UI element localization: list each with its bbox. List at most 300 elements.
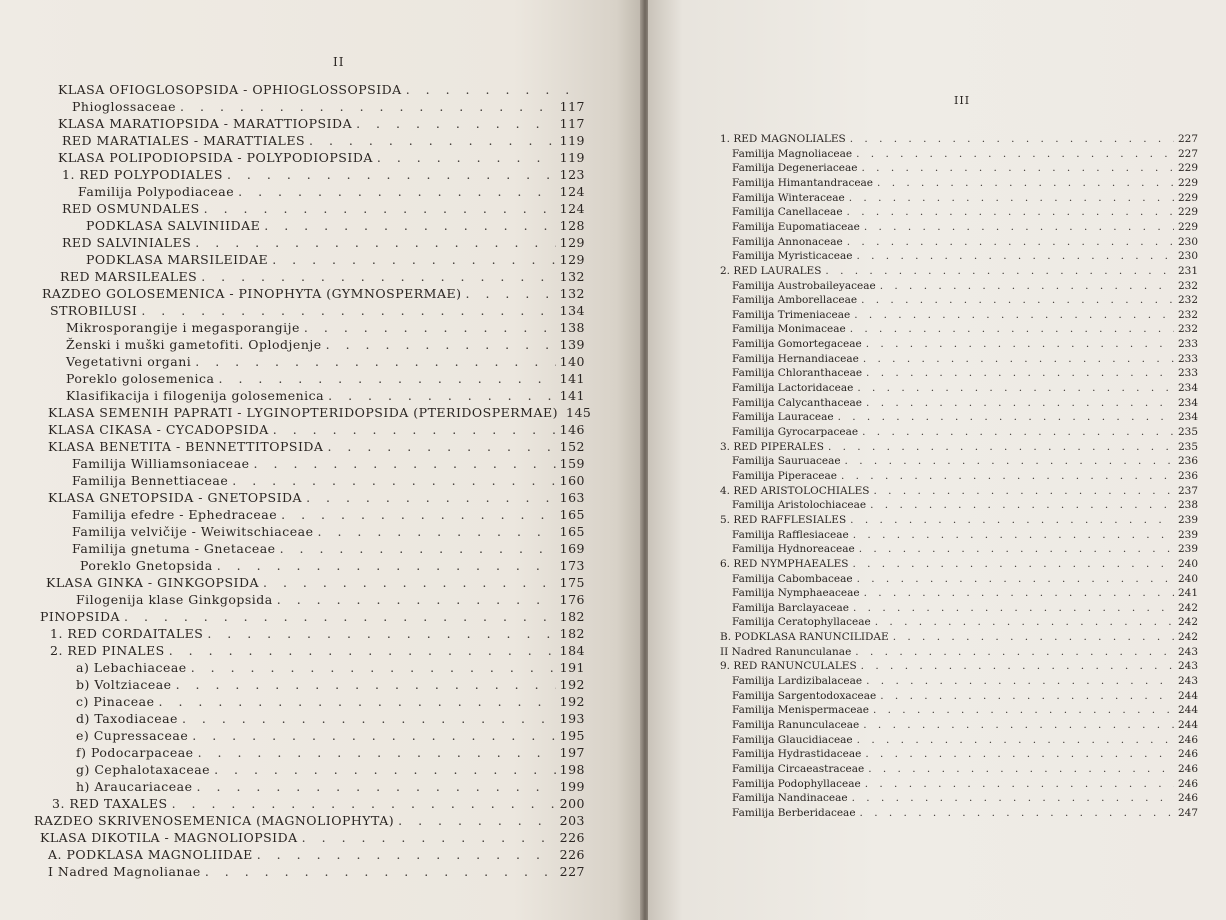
dot-leader: [866, 338, 1174, 350]
dot-leader: [205, 864, 556, 879]
toc-entry-title: Familija Nandinaceae: [732, 792, 848, 805]
toc-entry-page: 199: [559, 779, 585, 794]
dot-leader: [859, 543, 1174, 555]
toc-entry-page: 238: [1177, 499, 1198, 512]
toc-entry-page: 119: [559, 133, 585, 148]
toc-entry: [40, 830, 585, 845]
toc-entry: [72, 524, 585, 539]
toc-entry-title: 2. RED PINALES: [50, 643, 165, 658]
toc-entry-title: Familija Canellaceae: [732, 206, 843, 219]
toc-entry-title: Familija Piperaceae: [732, 469, 837, 482]
toc-entry-page: 173: [559, 558, 585, 573]
toc-entry-page: 232: [1177, 294, 1198, 307]
toc-entry-page: 140: [559, 354, 585, 369]
toc-entry-title: II Nadred Ranunculanae: [720, 645, 852, 658]
toc-entry-title: g) Cephalotaxaceae: [76, 762, 211, 777]
toc-entry: [732, 734, 1198, 746]
toc-entry-page: 234: [1177, 382, 1198, 395]
dot-leader: [873, 485, 1173, 497]
toc-entry-page: 231: [1177, 264, 1198, 277]
dot-leader: [227, 167, 556, 182]
toc-entry: [78, 184, 585, 199]
toc-entry-title: Familija gnetuma - Gnetaceae: [72, 541, 276, 556]
toc-entry-page: 244: [1177, 719, 1198, 731]
dot-leader: [257, 847, 556, 862]
dot-leader: [406, 82, 581, 97]
toc-entry: [76, 677, 585, 692]
toc-entry-page: 235: [1177, 426, 1198, 438]
toc-entry-page: 233: [1177, 352, 1198, 365]
toc-entry-page: 132: [559, 286, 585, 301]
toc-entry-title: e) Cupressaceae: [76, 728, 189, 743]
toc-entry-title: Familija Menispermaceae: [732, 704, 869, 717]
toc-entry-page: 195: [559, 728, 585, 743]
toc-entry: [732, 162, 1198, 174]
toc-entry-page: 232: [1177, 323, 1198, 336]
toc-entry-page: 246: [1177, 733, 1198, 746]
dot-leader: [197, 779, 556, 794]
dot-leader: [847, 206, 1174, 218]
dot-leader: [182, 711, 556, 726]
toc-entry-page: 146: [559, 422, 585, 437]
toc-entry: [732, 543, 1198, 555]
toc-entry-title: Familija Monimaceae: [732, 323, 846, 336]
toc-entry: [732, 192, 1198, 204]
dot-leader: [860, 807, 1174, 819]
toc-entry: [732, 236, 1198, 248]
toc-entry-title: Klasifikacija i filogenija golosemenica: [66, 388, 325, 403]
toc-entry-title: f) Podocarpaceae: [76, 745, 194, 760]
dot-leader: [828, 441, 1174, 453]
toc-entry: [732, 323, 1198, 335]
toc-entry-page: 242: [1177, 616, 1198, 629]
toc-entry-title: Familija Berberidaceae: [732, 806, 856, 819]
toc-entry-page: 197: [559, 745, 585, 760]
toc-entry: [732, 280, 1198, 292]
toc-entry: [732, 309, 1198, 321]
dot-leader: [254, 456, 556, 471]
toc-entry-page: 227: [1177, 133, 1198, 145]
toc-entry-page: 242: [1177, 631, 1198, 644]
toc-entry: [72, 541, 585, 556]
toc-entry: [732, 587, 1198, 599]
dot-leader: [195, 235, 555, 250]
dot-leader: [825, 265, 1174, 277]
toc-entry-page: 117: [559, 116, 585, 131]
toc-entry-page: 229: [1177, 176, 1198, 189]
toc-entry-page: 246: [1177, 762, 1198, 775]
toc-entry-title: Familija Nymphaeaceae: [732, 587, 860, 600]
toc-entry: [732, 367, 1198, 379]
toc-entry-title: KLASA POLIPODIOPSIDA - POLYPODIOPSIDA: [58, 150, 373, 165]
toc-entry-title: KLASA GINKA - GINKGOPSIDA: [46, 575, 260, 590]
toc-entry-page: 243: [1177, 675, 1198, 688]
toc-entry: [50, 643, 585, 658]
toc-entry: [732, 675, 1198, 687]
toc-entry: [76, 592, 585, 607]
dot-leader: [172, 796, 556, 811]
toc-entry-title: RAZDEO GOLOSEMENICA - PINOPHYTA (GYMNOSPERMAE): [42, 286, 462, 301]
toc-entry: [732, 470, 1198, 482]
toc-entry: [732, 807, 1198, 819]
toc-entry: [732, 690, 1198, 702]
toc-entry: [80, 558, 585, 573]
toc-entry-title: KLASA MARATIOPSIDA - MARATTIOPSIDA: [58, 116, 353, 131]
toc-entry: [732, 616, 1198, 628]
toc-entry: [48, 405, 592, 420]
dot-leader: [863, 353, 1174, 365]
toc-entry-title: RED MARATIALES - MARATTIALES: [62, 133, 306, 148]
toc-entry-page: 200: [559, 796, 585, 811]
toc-entry-title: Familija Bennettiaceae: [72, 473, 229, 488]
toc-entry-page: 176: [559, 592, 585, 607]
toc-entry: [58, 82, 585, 97]
dot-leader: [841, 470, 1174, 482]
toc-entry-page: 145: [566, 405, 592, 420]
toc-entry-page: 139: [559, 337, 585, 352]
toc-entry: [66, 320, 585, 335]
toc-entry-page: 233: [1177, 367, 1198, 380]
dot-leader: [192, 728, 555, 743]
dot-leader: [861, 162, 1173, 174]
toc-entry: [732, 529, 1198, 541]
toc-entry: [732, 148, 1198, 160]
toc-entry: [60, 269, 585, 284]
dot-leader: [281, 507, 555, 522]
toc-entry-title: Familija Hernandiaceae: [732, 352, 859, 365]
toc-entry-page: 203: [559, 813, 585, 828]
toc-entry-page: 193: [559, 711, 585, 726]
toc-entry-page: 119: [559, 150, 585, 165]
dot-leader: [309, 133, 556, 148]
dot-leader: [318, 524, 556, 539]
dot-leader: [124, 609, 556, 624]
toc-entry-title: Familija Calycanthaceae: [732, 396, 863, 409]
toc-entry-title: Familija Lauraceae: [732, 411, 834, 424]
toc-entry-title: 3. RED PIPERALES: [720, 440, 824, 453]
toc-entry-page: 247: [1177, 806, 1198, 819]
toc-entry: [732, 748, 1198, 760]
toc-entry-title: 5. RED RAFFLESIALES: [720, 513, 847, 526]
toc-entry: [720, 441, 1198, 453]
toc-entry-title: h) Araucariaceae: [76, 779, 193, 794]
toc-entry-title: Vegetativni organi: [66, 354, 192, 369]
dot-leader: [877, 177, 1174, 189]
toc-entry: [48, 864, 585, 879]
toc-entry-title: 1. RED MAGNOLIALES: [720, 133, 846, 145]
dot-leader: [857, 734, 1174, 746]
toc-entry: [732, 719, 1198, 731]
toc-entry-page: 141: [559, 371, 585, 386]
dot-leader: [326, 337, 556, 352]
toc-entry-page: 192: [559, 694, 585, 709]
dot-leader: [204, 201, 556, 216]
toc-entry: [732, 704, 1198, 716]
toc-entry-title: STROBILUSI: [50, 303, 138, 318]
toc-entry: [720, 631, 1198, 643]
toc-entry-page: 246: [1177, 792, 1198, 805]
toc-entry-title: Familija Magnoliaceae: [732, 147, 853, 160]
toc-entry: [62, 133, 585, 148]
toc-entry-title: 1. RED POLYPODIALES: [62, 167, 223, 182]
dot-leader: [280, 541, 556, 556]
toc-entry-page: 244: [1177, 689, 1198, 702]
toc-entry: [46, 575, 585, 590]
toc-entry-title: Filogenija klase Ginkgopsida: [76, 592, 273, 607]
toc-entry: [58, 150, 585, 165]
toc-entry-title: KLASA CIKASA - CYCADOPSIDA: [48, 422, 269, 437]
dot-leader: [864, 587, 1174, 599]
dot-leader: [855, 646, 1174, 658]
toc-entry: [76, 762, 585, 777]
toc-entry-page: 128: [559, 218, 585, 233]
toc-entry-page: 165: [559, 524, 585, 539]
toc-entry: [34, 813, 585, 828]
toc-entry-page: 134: [559, 303, 585, 318]
toc-entry: [732, 353, 1198, 365]
right-page: [648, 0, 1226, 920]
dot-leader: [852, 558, 1174, 570]
toc-entry-title: 9. RED RANUNCULALES: [720, 660, 857, 673]
toc-entry-page: 123: [559, 167, 585, 182]
toc-entry-title: Familija Amborellaceae: [732, 294, 858, 307]
toc-entry: [72, 99, 585, 114]
page-number: II: [333, 55, 345, 69]
toc-entry-page: 234: [1177, 396, 1198, 409]
toc-entry-page: 229: [1177, 220, 1198, 233]
toc-entry-title: I Nadred Magnolianae: [48, 864, 201, 879]
toc-entry: [62, 167, 585, 182]
dot-leader: [849, 192, 1174, 204]
dot-leader: [861, 660, 1174, 672]
dot-leader: [306, 490, 556, 505]
toc-entry-title: Familija Williamsoniaceae: [72, 456, 250, 471]
dot-leader: [856, 250, 1174, 262]
toc-entry-title: Familija Trimeniaceae: [732, 308, 851, 321]
toc-entry-page: 141: [559, 388, 585, 403]
dot-leader: [847, 236, 1174, 248]
toc-entry: [720, 660, 1198, 672]
toc-entry-title: KLASA SEMENIH PAPRATI - LYGINOPTERIDOPSIDA (PTERIDOSPERMAE): [48, 405, 558, 420]
toc-entry: [66, 388, 585, 403]
dot-leader: [214, 762, 556, 777]
toc-entry: [66, 371, 585, 386]
toc-entry: [732, 221, 1198, 233]
dot-leader: [398, 813, 556, 828]
toc-entry-title: Familija Podophyllaceae: [732, 777, 861, 790]
toc-entry: [48, 422, 585, 437]
dot-leader: [864, 221, 1174, 233]
dot-leader: [217, 558, 556, 573]
toc-entry-title: Familija Himantandraceae: [732, 176, 874, 189]
toc-entry-page: 169: [559, 541, 585, 556]
toc-entry-title: Familija Rafflesiaceae: [732, 528, 849, 541]
dot-leader: [865, 778, 1174, 790]
dot-leader: [272, 252, 555, 267]
toc-entry-page: 227: [559, 864, 585, 879]
toc-entry-title: 6. RED NYMPHAEALES: [720, 557, 849, 570]
toc-entry-title: KLASA BENETITA - BENNETTITOPSIDA: [48, 439, 324, 454]
toc-entry-title: Familija Winteraceae: [732, 191, 845, 204]
toc-entry: [66, 337, 585, 352]
dot-leader: [263, 575, 556, 590]
toc-entry: [732, 397, 1198, 409]
toc-entry-page: 138: [559, 320, 585, 335]
dot-leader: [273, 422, 556, 437]
dot-leader: [856, 148, 1174, 160]
toc-entry-title: 3. RED TAXALES: [52, 796, 168, 811]
toc-entry-page: 124: [559, 184, 585, 199]
toc-entry-page: 240: [1177, 557, 1198, 570]
toc-entry: [720, 133, 1198, 145]
toc-entry-page: 226: [559, 830, 585, 845]
toc-entry-page: 184: [559, 643, 585, 658]
toc-entry: [86, 252, 585, 267]
dot-leader: [304, 320, 556, 335]
dot-leader: [264, 218, 555, 233]
toc-entry-page: 234: [1177, 411, 1198, 424]
toc-entry-page: 242: [1177, 601, 1198, 614]
toc-entry-page: 233: [1177, 338, 1198, 351]
toc-entry-page: 236: [1177, 469, 1198, 482]
dot-leader: [853, 602, 1174, 614]
toc-entry: [720, 558, 1198, 570]
toc-entry: [732, 573, 1198, 585]
toc-entry-title: b) Voltziaceae: [76, 677, 172, 692]
toc-entry-title: PINOPSIDA: [40, 609, 120, 624]
toc-entry-title: 1. RED CORDAITALES: [50, 626, 204, 641]
toc-entry-page: 232: [1177, 279, 1198, 292]
toc-entry: [732, 763, 1198, 775]
dot-leader: [176, 677, 556, 692]
toc-entry-title: Familija Cabombaceae: [732, 572, 853, 585]
dot-leader: [327, 439, 555, 454]
toc-entry-title: Familija efedre - Ephedraceae: [72, 507, 278, 522]
toc-entry-page: 191: [559, 660, 585, 675]
toc-entry-page: 239: [1177, 513, 1198, 526]
dot-leader: [875, 616, 1174, 628]
dot-leader: [328, 388, 556, 403]
dot-leader: [854, 309, 1174, 321]
toc-entry: [720, 646, 1198, 658]
toc-entry: [86, 218, 585, 233]
toc-entry: [732, 778, 1198, 790]
dot-leader: [195, 354, 555, 369]
toc-entry: [732, 206, 1198, 218]
dot-leader: [845, 455, 1174, 467]
toc-entry: [76, 745, 585, 760]
toc-entry-title: Familija Myristicaceae: [732, 250, 853, 263]
dot-leader: [880, 690, 1174, 702]
toc-entry-page: 232: [1177, 308, 1198, 321]
dot-leader: [232, 473, 555, 488]
dot-leader: [862, 426, 1174, 438]
toc-entry: [720, 514, 1198, 526]
toc-entry-title: KLASA OFIOGLOSOPSIDA - OPHIOGLOSSOPSIDA: [58, 82, 402, 97]
toc-entry: [76, 694, 585, 709]
dot-leader: [866, 675, 1174, 687]
dot-leader: [866, 367, 1174, 379]
dot-leader: [191, 660, 556, 675]
toc-entry: [76, 711, 585, 726]
toc-entry-title: B. PODKLASA RANUNCILIDAE: [720, 631, 889, 644]
toc-entry: [732, 382, 1198, 394]
dot-leader: [141, 303, 555, 318]
toc-entry: [732, 426, 1198, 438]
toc-entry: [732, 294, 1198, 306]
dot-leader: [850, 514, 1174, 526]
toc-entry-page: 230: [1177, 250, 1198, 263]
toc-entry-title: RED SALVINIALES: [62, 235, 192, 250]
toc-entry: [732, 177, 1198, 189]
toc-entry: [720, 265, 1198, 277]
dot-leader: [865, 748, 1174, 760]
toc-entry-title: a) Lebachiaceae: [76, 660, 187, 675]
toc-entry-page: 246: [1177, 748, 1198, 761]
dot-leader: [866, 397, 1174, 409]
toc-entry-title: Familija velvičije - Weiwitschiaceae: [72, 524, 314, 539]
toc-entry: [50, 626, 585, 641]
toc-entry-page: 244: [1177, 704, 1198, 717]
dot-leader: [853, 529, 1174, 541]
toc-entry-page: 239: [1177, 543, 1198, 556]
toc-entry-page: 182: [559, 626, 585, 641]
toc-entry: [732, 602, 1198, 614]
dot-leader: [207, 626, 555, 641]
toc-entry-page: 160: [559, 473, 585, 488]
toc-entry-page: 235: [1177, 440, 1198, 453]
toc-entry-title: Ženski i muški gametofiti. Oplodjenje: [66, 337, 322, 352]
dot-leader: [850, 133, 1174, 145]
toc-entry-title: Familija Ceratophyllaceae: [732, 616, 871, 629]
toc-entry: [76, 779, 585, 794]
toc-entry: [48, 490, 585, 505]
toc-entry: [72, 473, 585, 488]
toc-entry-title: Poreklo Gnetopsida: [80, 558, 213, 573]
toc-entry-page: 236: [1177, 455, 1198, 468]
toc-entry: [50, 303, 585, 318]
dot-leader: [277, 592, 556, 607]
toc-entry: [48, 847, 585, 862]
dot-leader: [201, 269, 555, 284]
dot-leader: [377, 150, 556, 165]
toc-entry-page: 129: [559, 235, 585, 250]
toc-entry: [72, 456, 585, 471]
toc-entry-title: c) Pinaceae: [76, 694, 155, 709]
toc-entry-title: KLASA DIKOTILA - MAGNOLIOPSIDA: [40, 830, 298, 845]
toc-entry-title: Familija Polypodiaceae: [78, 184, 235, 199]
toc-entry: [732, 792, 1198, 804]
toc-entry-title: Familija Lactoridaceae: [732, 382, 854, 395]
dot-leader: [873, 704, 1174, 716]
toc-entry-title: Familija Glaucidiaceae: [732, 733, 853, 746]
toc-entry-page: 240: [1177, 572, 1198, 585]
toc-entry-page: 237: [1177, 484, 1198, 497]
toc-entry-page: 243: [1177, 645, 1198, 658]
dot-leader: [861, 294, 1174, 306]
toc-entry-title: Phioglossaceae: [72, 99, 177, 114]
dot-leader: [169, 643, 556, 658]
toc-entry-page: 226: [559, 847, 585, 862]
toc-entry-title: Familija Hydrastidaceae: [732, 748, 862, 761]
toc-entry-page: 229: [1177, 162, 1198, 175]
toc-entry-page: 239: [1177, 528, 1198, 541]
toc-entry-page: 124: [559, 201, 585, 216]
dot-leader: [880, 280, 1174, 292]
page-number: III: [954, 94, 971, 107]
dot-leader: [893, 631, 1174, 643]
toc-entry: [42, 286, 585, 301]
